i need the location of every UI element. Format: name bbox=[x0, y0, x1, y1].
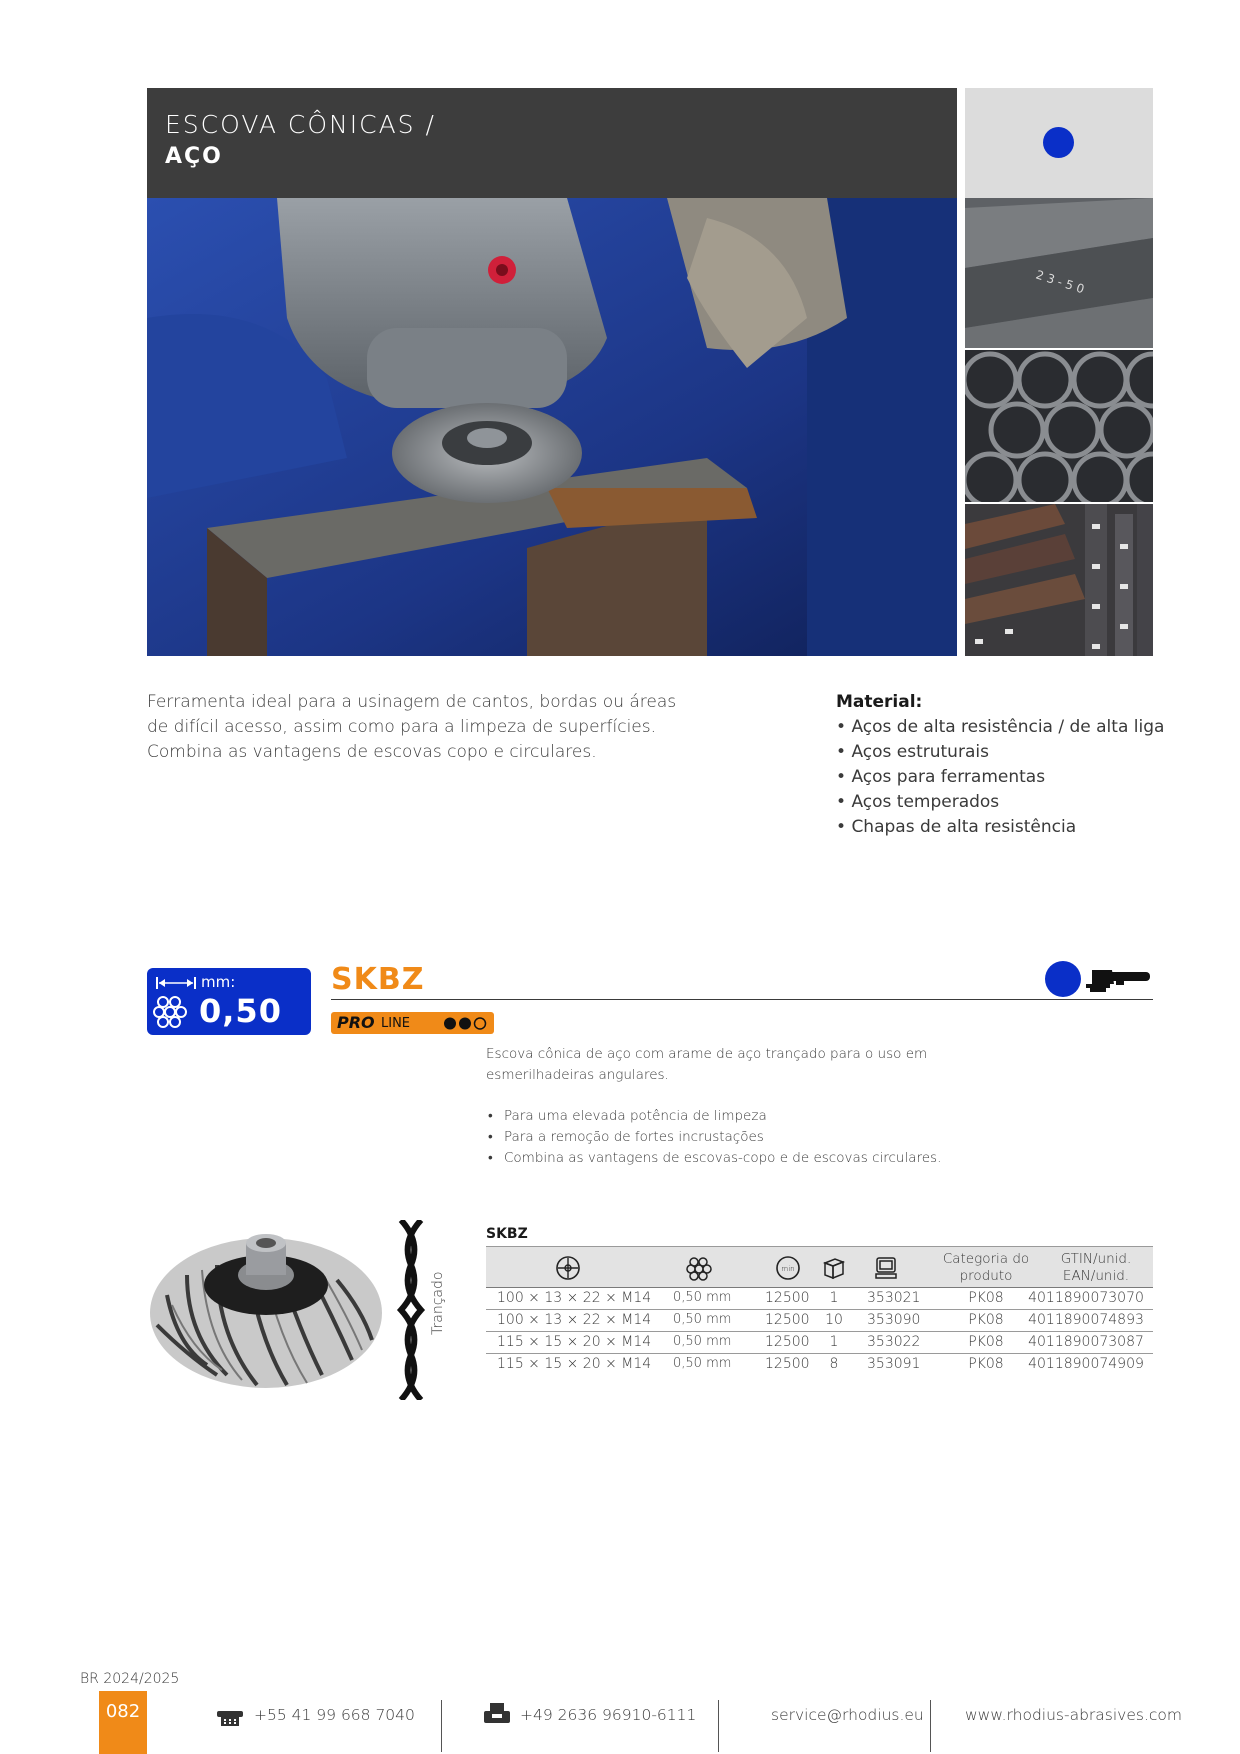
page-number-box bbox=[99, 1691, 147, 1754]
cell-category: PK08 bbox=[968, 1334, 1004, 1350]
footer-email[interactable]: service@rhodius.eu bbox=[771, 1706, 924, 1724]
cell-rpm: 12500 bbox=[765, 1312, 810, 1328]
cell-wire: 0,50 mm bbox=[673, 1290, 732, 1305]
cell-article: 353022 bbox=[867, 1334, 921, 1350]
package-icon bbox=[814, 1247, 854, 1289]
cell-category: PK08 bbox=[968, 1356, 1004, 1372]
cell-qty: 10 bbox=[825, 1312, 843, 1328]
cell-wire: 0,50 mm bbox=[673, 1356, 732, 1371]
main-photo-grinder bbox=[147, 198, 957, 656]
fax-icon bbox=[484, 1703, 510, 1725]
category-header: Categoria do produto bbox=[942, 1251, 1030, 1284]
wire-bundle-icon bbox=[679, 1247, 719, 1289]
gtin-header: GTIN/unid. EAN/unid. bbox=[1060, 1251, 1132, 1284]
page-number: 082 bbox=[105, 1701, 141, 1722]
table-row bbox=[486, 1310, 1153, 1332]
material-title: Material: bbox=[836, 692, 923, 712]
thumbnail-steel-beams bbox=[965, 504, 1153, 656]
material-item: • Chapas de alta resistência bbox=[836, 815, 1166, 840]
cell-article: 353021 bbox=[867, 1290, 921, 1306]
proline-line-label: LINE bbox=[381, 1016, 411, 1031]
cell-rpm: 12500 bbox=[765, 1290, 810, 1306]
product-bullets bbox=[486, 1106, 1086, 1169]
phone-icon bbox=[217, 1709, 243, 1727]
cell-rpm: 12500 bbox=[765, 1334, 810, 1350]
svg-text:min: min bbox=[781, 1265, 795, 1273]
category-dot-icon bbox=[1045, 961, 1081, 997]
cell-ean: 4011890074909 bbox=[1028, 1356, 1144, 1372]
wire-bundle-icon bbox=[153, 994, 187, 1028]
footer-divider bbox=[718, 1700, 719, 1752]
rating-dots-icon bbox=[443, 1016, 491, 1031]
material-item: • Aços de alta resistência / de alta liga bbox=[836, 715, 1166, 740]
wire-diameter-badge bbox=[147, 968, 311, 1035]
cell-ean: 4011890073070 bbox=[1028, 1290, 1144, 1306]
cell-article: 353090 bbox=[867, 1312, 921, 1328]
product-sku: SKBZ bbox=[331, 962, 425, 997]
cell-category: PK08 bbox=[968, 1312, 1004, 1328]
cell-qty: 8 bbox=[829, 1356, 839, 1372]
article-number-icon bbox=[866, 1247, 906, 1289]
intro-text: Ferramenta ideal para a usinagem de cantos, bordas ou áreas de difícil acesso, assim como para a limpeza de superfícies. Combina as vantagens de escovas copo e circulares. bbox=[147, 692, 677, 762]
table-row bbox=[486, 1288, 1153, 1310]
dimensions-icon bbox=[548, 1247, 588, 1289]
proline-badge bbox=[331, 1012, 494, 1034]
cell-ean: 4011890073087 bbox=[1028, 1334, 1144, 1350]
cell-dimensions: 115 × 15 × 20 × M14 bbox=[497, 1356, 652, 1372]
braid-type-label: Trançado bbox=[430, 1271, 446, 1335]
cell-dimensions: 100 × 13 × 22 × M14 bbox=[497, 1290, 652, 1306]
table-row bbox=[486, 1332, 1153, 1354]
width-arrow-icon bbox=[155, 976, 197, 990]
max-rpm-icon bbox=[768, 1247, 808, 1289]
footer-divider bbox=[930, 1700, 931, 1752]
page-subtitle: AÇO bbox=[165, 144, 223, 169]
material-item: • Aços para ferramentas bbox=[836, 765, 1166, 790]
footer-divider bbox=[441, 1700, 442, 1752]
wire-diameter-unit: mm: bbox=[201, 973, 236, 991]
product-table bbox=[486, 1246, 1153, 1376]
thumbnail-steel-plates bbox=[965, 198, 1153, 348]
table-header bbox=[486, 1246, 1153, 1288]
thumbnail-steel-pipes bbox=[965, 350, 1153, 502]
cell-dimensions: 115 × 15 × 20 × M14 bbox=[497, 1334, 652, 1350]
bullet-item: • Combina as vantagens de escovas-copo e de escovas circulares. bbox=[486, 1148, 1086, 1169]
braided-wire-icon bbox=[393, 1220, 429, 1400]
footer-phone[interactable]: +55 41 99 668 7040 bbox=[254, 1706, 415, 1724]
wire-diameter-value: 0,50 bbox=[199, 992, 282, 1030]
table-title: SKBZ bbox=[486, 1226, 528, 1242]
svg-text:2 3 - 5 0: 2 3 - 5 0 bbox=[1034, 267, 1087, 297]
cell-article: 353091 bbox=[867, 1356, 921, 1372]
page-title: ESCOVA CÔNICAS / bbox=[165, 110, 436, 139]
cell-qty: 1 bbox=[829, 1290, 839, 1306]
bullet-item: • Para a remoção de fortes incrustações bbox=[486, 1127, 1086, 1148]
cell-qty: 1 bbox=[829, 1334, 839, 1350]
material-list bbox=[836, 690, 1166, 840]
cell-category: PK08 bbox=[968, 1290, 1004, 1306]
material-item: • Aços estruturais bbox=[836, 740, 1166, 765]
footer-website[interactable]: www.rhodius-abrasives.com bbox=[965, 1706, 1182, 1724]
angle-grinder-icon bbox=[1086, 966, 1152, 994]
cell-wire: 0,50 mm bbox=[673, 1312, 732, 1327]
catalog-year: BR 2024/2025 bbox=[80, 1671, 180, 1687]
header-bar bbox=[147, 88, 957, 198]
proline-pro-label: PRO bbox=[337, 1013, 375, 1032]
cell-rpm: 12500 bbox=[765, 1356, 810, 1372]
bullet-item: • Para uma elevada potência de limpeza bbox=[486, 1106, 1086, 1127]
cell-ean: 4011890074893 bbox=[1028, 1312, 1144, 1328]
cell-wire: 0,50 mm bbox=[673, 1334, 732, 1349]
divider bbox=[331, 999, 1153, 1000]
product-description: Escova cônica de aço com arame de aço trançado para o uso em esmerilhadeiras angulares. bbox=[486, 1046, 928, 1083]
cell-dimensions: 100 × 13 × 22 × M14 bbox=[497, 1312, 652, 1328]
category-dot-icon bbox=[1043, 127, 1074, 158]
table-row bbox=[486, 1354, 1153, 1376]
material-item: • Aços temperados bbox=[836, 790, 1166, 815]
product-photo-brush bbox=[147, 1215, 385, 1405]
footer-fax[interactable]: +49 2636 96910-6111 bbox=[520, 1706, 697, 1724]
